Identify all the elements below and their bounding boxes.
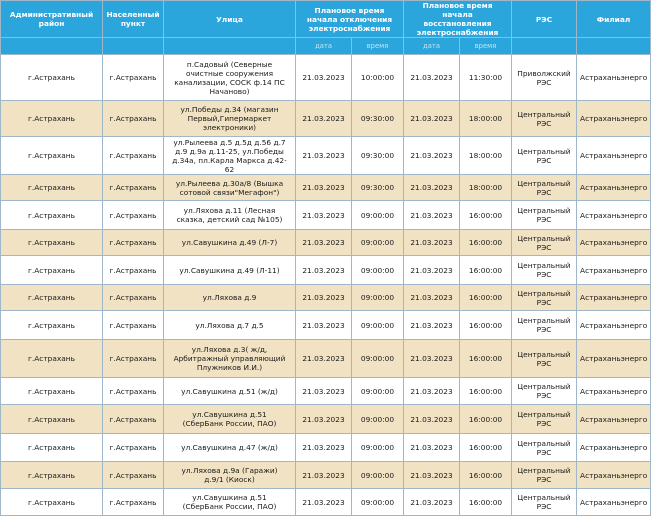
cell-street: ул.Савушкина д.51 (ж/д) bbox=[164, 378, 296, 405]
cell-branch: Астраханьэнерго bbox=[577, 201, 651, 230]
cell-street: п.Садовый (Северные очистные сооружения канализации, СОСК ф.14 ПС Начаново) bbox=[164, 55, 296, 101]
cell-off-date: 21.03.2023 bbox=[296, 489, 352, 516]
cell-off-date: 21.03.2023 bbox=[296, 55, 352, 101]
cell-on-date: 21.03.2023 bbox=[404, 405, 460, 434]
cell-off-date: 21.03.2023 bbox=[296, 137, 352, 175]
cell-off-time: 09:00:00 bbox=[352, 434, 404, 462]
cell-on-time: 16:00:00 bbox=[460, 340, 512, 378]
cell-street: ул.Савушкина д.49 (Л-11) bbox=[164, 256, 296, 285]
cell-on-date: 21.03.2023 bbox=[404, 489, 460, 516]
cell-res: Центральный РЭС bbox=[512, 311, 577, 340]
cell-off-time: 09:00:00 bbox=[352, 230, 404, 256]
cell-on-date: 21.03.2023 bbox=[404, 55, 460, 101]
table-row bbox=[1, 285, 651, 311]
cell-branch: Астраханьэнерго bbox=[577, 285, 651, 311]
cell-district: г.Астрахань bbox=[1, 405, 103, 434]
cell-street: ул.Победы д.34 (магазин Первый,Гипермаркет электроники) bbox=[164, 101, 296, 137]
subheader-empty bbox=[577, 38, 651, 55]
cell-on-time: 16:00:00 bbox=[460, 311, 512, 340]
cell-off-time: 09:30:00 bbox=[352, 101, 404, 137]
cell-district: г.Астрахань bbox=[1, 434, 103, 462]
cell-branch: Астраханьэнерго bbox=[577, 378, 651, 405]
subheader-on-date: дата bbox=[404, 38, 460, 55]
table-row bbox=[1, 340, 651, 378]
cell-locality: г.Астрахань bbox=[103, 137, 164, 175]
cell-on-date: 21.03.2023 bbox=[404, 201, 460, 230]
cell-district: г.Астрахань bbox=[1, 101, 103, 137]
cell-on-time: 18:00:00 bbox=[460, 175, 512, 201]
cell-branch: Астраханьэнерго bbox=[577, 489, 651, 516]
table-row bbox=[1, 101, 651, 137]
cell-district: г.Астрахань bbox=[1, 378, 103, 405]
cell-res: Центральный РЭС bbox=[512, 175, 577, 201]
cell-on-time: 16:00:00 bbox=[460, 434, 512, 462]
cell-off-time: 09:30:00 bbox=[352, 175, 404, 201]
cell-off-date: 21.03.2023 bbox=[296, 175, 352, 201]
cell-off-time: 09:30:00 bbox=[352, 137, 404, 175]
cell-on-date: 21.03.2023 bbox=[404, 462, 460, 489]
cell-district: г.Астрахань bbox=[1, 201, 103, 230]
cell-off-date: 21.03.2023 bbox=[296, 434, 352, 462]
cell-branch: Астраханьэнерго bbox=[577, 55, 651, 101]
cell-res: Приволжский РЭС bbox=[512, 55, 577, 101]
table-body bbox=[1, 55, 651, 516]
cell-res: Центральный РЭС bbox=[512, 489, 577, 516]
cell-res: Центральный РЭС bbox=[512, 137, 577, 175]
cell-on-date: 21.03.2023 bbox=[404, 256, 460, 285]
cell-street: ул.Ляхова д.3( ж/д, Арбитражный управляющий Плужников И.И.) bbox=[164, 340, 296, 378]
cell-district: г.Астрахань bbox=[1, 175, 103, 201]
cell-on-time: 16:00:00 bbox=[460, 285, 512, 311]
cell-off-time: 09:00:00 bbox=[352, 311, 404, 340]
header-row bbox=[1, 1, 651, 38]
table-row bbox=[1, 137, 651, 175]
cell-locality: г.Астрахань bbox=[103, 55, 164, 101]
cell-res: Центральный РЭС bbox=[512, 201, 577, 230]
cell-on-time: 16:00:00 bbox=[460, 378, 512, 405]
table-row bbox=[1, 311, 651, 340]
cell-street: ул.Савушкина д.47 (ж/д) bbox=[164, 434, 296, 462]
cell-locality: г.Астрахань bbox=[103, 230, 164, 256]
subheader-row bbox=[1, 38, 651, 55]
header-street: Улица bbox=[164, 1, 296, 38]
cell-off-time: 09:00:00 bbox=[352, 340, 404, 378]
cell-res: Центральный РЭС bbox=[512, 340, 577, 378]
cell-district: г.Астрахань bbox=[1, 340, 103, 378]
cell-off-date: 21.03.2023 bbox=[296, 101, 352, 137]
cell-on-time: 11:30:00 bbox=[460, 55, 512, 101]
header-off-time: Плановое время начала отключения электроснабжения bbox=[296, 1, 404, 38]
cell-on-date: 21.03.2023 bbox=[404, 175, 460, 201]
table-row bbox=[1, 405, 651, 434]
subheader-on-time: время bbox=[460, 38, 512, 55]
cell-on-time: 18:00:00 bbox=[460, 137, 512, 175]
cell-branch: Астраханьэнерго bbox=[577, 256, 651, 285]
cell-locality: г.Астрахань bbox=[103, 256, 164, 285]
cell-on-date: 21.03.2023 bbox=[404, 340, 460, 378]
cell-on-time: 16:00:00 bbox=[460, 201, 512, 230]
cell-on-time: 16:00:00 bbox=[460, 489, 512, 516]
cell-off-date: 21.03.2023 bbox=[296, 311, 352, 340]
cell-off-time: 09:00:00 bbox=[352, 462, 404, 489]
cell-on-time: 16:00:00 bbox=[460, 462, 512, 489]
subheader-empty bbox=[164, 38, 296, 55]
cell-off-date: 21.03.2023 bbox=[296, 378, 352, 405]
cell-on-date: 21.03.2023 bbox=[404, 137, 460, 175]
cell-branch: Астраханьэнерго bbox=[577, 175, 651, 201]
cell-district: г.Астрахань bbox=[1, 285, 103, 311]
cell-off-time: 09:00:00 bbox=[352, 378, 404, 405]
cell-on-time: 18:00:00 bbox=[460, 101, 512, 137]
cell-street: ул.Ляхова д.9 bbox=[164, 285, 296, 311]
cell-on-date: 21.03.2023 bbox=[404, 230, 460, 256]
cell-res: Центральный РЭС bbox=[512, 256, 577, 285]
cell-street: ул.Рылеева д.5 д.5д д.56 д.7 д.9 д.9а д.11-25, ул.Победы д.34а, пл.Карла Маркса д.42-62 bbox=[164, 137, 296, 175]
cell-on-time: 16:00:00 bbox=[460, 256, 512, 285]
cell-res: Центральный РЭС bbox=[512, 462, 577, 489]
cell-locality: г.Астрахань bbox=[103, 340, 164, 378]
table-row bbox=[1, 175, 651, 201]
subheader-off-time: время bbox=[352, 38, 404, 55]
cell-district: г.Астрахань bbox=[1, 137, 103, 175]
subheader-empty bbox=[512, 38, 577, 55]
cell-off-date: 21.03.2023 bbox=[296, 285, 352, 311]
cell-on-time: 16:00:00 bbox=[460, 405, 512, 434]
cell-off-date: 21.03.2023 bbox=[296, 230, 352, 256]
cell-on-date: 21.03.2023 bbox=[404, 434, 460, 462]
subheader-empty bbox=[103, 38, 164, 55]
table-row bbox=[1, 201, 651, 230]
cell-locality: г.Астрахань bbox=[103, 489, 164, 516]
table-row bbox=[1, 256, 651, 285]
cell-on-date: 21.03.2023 bbox=[404, 285, 460, 311]
cell-district: г.Астрахань bbox=[1, 230, 103, 256]
cell-street: ул.Савушкина д.49 (Л-7) bbox=[164, 230, 296, 256]
cell-locality: г.Астрахань bbox=[103, 462, 164, 489]
cell-branch: Астраханьэнерго bbox=[577, 101, 651, 137]
table-row bbox=[1, 434, 651, 462]
cell-off-time: 09:00:00 bbox=[352, 405, 404, 434]
cell-branch: Астраханьэнерго bbox=[577, 311, 651, 340]
cell-off-time: 09:00:00 bbox=[352, 201, 404, 230]
cell-on-date: 21.03.2023 bbox=[404, 311, 460, 340]
cell-res: Центральный РЭС bbox=[512, 378, 577, 405]
cell-street: ул.Савушкина д.51 (СберБанк России, ПАО) bbox=[164, 489, 296, 516]
cell-street: ул.Ляхова д.7 д.5 bbox=[164, 311, 296, 340]
cell-on-date: 21.03.2023 bbox=[404, 101, 460, 137]
cell-on-time: 16:00:00 bbox=[460, 230, 512, 256]
cell-branch: Астраханьэнерго bbox=[577, 230, 651, 256]
table-row bbox=[1, 462, 651, 489]
table-row bbox=[1, 378, 651, 405]
cell-off-date: 21.03.2023 bbox=[296, 256, 352, 285]
cell-res: Центральный РЭС bbox=[512, 405, 577, 434]
cell-branch: Астраханьэнерго bbox=[577, 462, 651, 489]
subheader-off-date: дата bbox=[296, 38, 352, 55]
cell-district: г.Астрахань bbox=[1, 462, 103, 489]
cell-off-date: 21.03.2023 bbox=[296, 462, 352, 489]
cell-locality: г.Астрахань bbox=[103, 434, 164, 462]
cell-on-date: 21.03.2023 bbox=[404, 378, 460, 405]
cell-branch: Астраханьэнерго bbox=[577, 340, 651, 378]
cell-locality: г.Астрахань bbox=[103, 378, 164, 405]
cell-district: г.Астрахань bbox=[1, 55, 103, 101]
cell-res: Центральный РЭС bbox=[512, 285, 577, 311]
cell-branch: Астраханьэнерго bbox=[577, 405, 651, 434]
cell-branch: Астраханьэнерго bbox=[577, 434, 651, 462]
cell-locality: г.Астрахань bbox=[103, 101, 164, 137]
cell-off-date: 21.03.2023 bbox=[296, 201, 352, 230]
cell-res: Центральный РЭС bbox=[512, 230, 577, 256]
cell-off-date: 21.03.2023 bbox=[296, 340, 352, 378]
header-branch: Филиал bbox=[577, 1, 651, 38]
cell-locality: г.Астрахань bbox=[103, 201, 164, 230]
cell-district: г.Астрахань bbox=[1, 256, 103, 285]
cell-locality: г.Астрахань bbox=[103, 311, 164, 340]
cell-branch: Астраханьэнерго bbox=[577, 137, 651, 175]
cell-street: ул.Савушкина д.51 (СберБанк России, ПАО) bbox=[164, 405, 296, 434]
cell-street: ул.Ляхова д.9а (Гаражи) д.9/1 (Киоск) bbox=[164, 462, 296, 489]
cell-off-time: 09:00:00 bbox=[352, 285, 404, 311]
cell-res: Центральный РЭС bbox=[512, 434, 577, 462]
cell-street: ул.Рылеева д.30а/8 (Вышка сотовой связи"Мегафон") bbox=[164, 175, 296, 201]
cell-locality: г.Астрахань bbox=[103, 405, 164, 434]
cell-street: ул.Ляхова д.11 (Лесная сказка, детский сад №105) bbox=[164, 201, 296, 230]
header-district: Административный район bbox=[1, 1, 103, 38]
cell-off-date: 21.03.2023 bbox=[296, 405, 352, 434]
header-on-time: Плановое время начала восстановления электроснабжения bbox=[404, 1, 512, 38]
cell-res: Центральный РЭС bbox=[512, 101, 577, 137]
cell-district: г.Астрахань bbox=[1, 311, 103, 340]
cell-locality: г.Астрахань bbox=[103, 285, 164, 311]
cell-district: г.Астрахань bbox=[1, 489, 103, 516]
cell-off-time: 10:00:00 bbox=[352, 55, 404, 101]
table-row bbox=[1, 55, 651, 101]
subheader-empty bbox=[1, 38, 103, 55]
header-locality: Населенный пункт bbox=[103, 1, 164, 38]
cell-locality: г.Астрахань bbox=[103, 175, 164, 201]
table-row bbox=[1, 489, 651, 516]
cell-off-time: 09:00:00 bbox=[352, 489, 404, 516]
header-res: РЭС bbox=[512, 1, 577, 38]
cell-off-time: 09:00:00 bbox=[352, 256, 404, 285]
table-row bbox=[1, 230, 651, 256]
